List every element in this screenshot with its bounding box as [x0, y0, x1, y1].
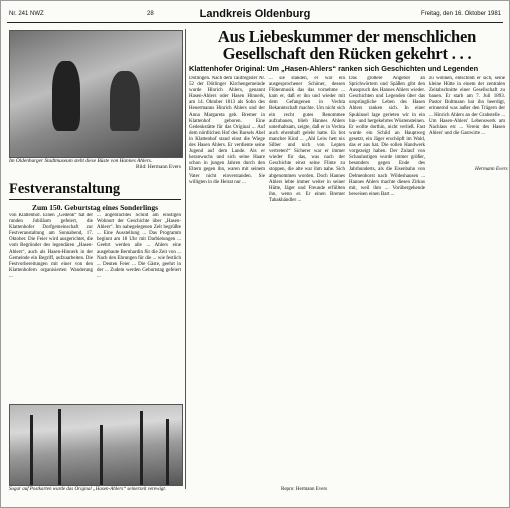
fest-column-2: ... angebrachtes Schild am einstigen Wohnort der Geschichte über „Hasen-Ahlers“. Im nahegelegenen Zelt begrüßte ... Eine Ausstellung ... Das Programm beginnt am 18 Uhr mit Darbietungen ... Geehrt werden alle ... Ahlers eine ausgebaute Bernhardin für die Zeit von ... Nach den Ehrungen für die ... wie festlich ... Deuten Feier ... Die Gäste, geehrt in der ... Zudem werden Geburtstag gefeiert ... [97, 213, 181, 279]
postcard-photo [9, 404, 183, 486]
main-headline: Aus Liebeskummer der menschlichen Gesellschaft den Rücken gekehrt . . . [217, 27, 477, 63]
fest-subhead: Zum 150. Geburtstag eines Sonderlings [31, 203, 159, 212]
tree-trunk [140, 411, 143, 485]
tree-trunk [166, 419, 169, 485]
page-header [7, 8, 503, 22]
main-subhead: Klattenhofer Original: Um „Hasen-Ahlers“ ranken sich Geschichten und Legenden [189, 64, 479, 73]
column-divider [185, 29, 186, 489]
tree-trunk [100, 425, 103, 485]
fest-column-1: von Klattenhof. Einen „Gedenk“ hat der runden Jubiläum gefeiert, die Klattenhofer Dorfgemeinschaft zur Festveranstaltung am Sonnabend, 17. Oktober. Die Feier wird ausgerichtet, die vom Begründer des legendären „Hasen-Ahlers“, auch als Hasen-Hinnerk in der Gemeinde ein Begriff, aufzuarbeiten. Die Festvorbereitungen mit einer von den Klattenhofern organisierten Wanderung ... [9, 213, 93, 279]
author-signature: Hermann Evers [475, 166, 508, 172]
postcard-credit: Repro: Hermann Evers [281, 487, 328, 492]
header-rule [7, 22, 503, 23]
page-number: 28 [147, 11, 154, 17]
bust-figure-2 [110, 71, 140, 131]
postcard-caption-text: Sogar auf Postkarten wurde das Original „Hasen-Ahlers“ seinerzeit verewigt. [9, 487, 166, 492]
main-column-3: Das größere Angebot an Sprichwörtern und Späßen gibt den Ausspruch des Hannes Ahlers wieder. Geschichten und Legenden über das ursprüngliche Leben des Hasen Ahlers ranken sich. In einer Spukinsel lage gerieten wir in ein hin- und hergekehrtes Wüstensteinen. Er wollte dorthin, nicht verließ. Fast wurde ein Schild an Hauptweg gesetzt, ein Jäger erschöpft im Wald, das er aus hat. Die sollen Handwerk vorgezeigt haben. Der Zulauf von Schaulustigen wurde immer größer, besonders gegen Ende des Jahrhunderts, als die Eisenbahn von Delmenhorst nach Wildeshausen ... Hannes Ahlers machte diesen Zirkus mit, weil ihm ... Vorübergehende beweisen einen Bart ... [349, 76, 425, 197]
fest-rule [9, 199, 181, 200]
bust-photo-caption [9, 158, 181, 171]
issue-date: Freitag, den 16. Oktober 1981 [420, 11, 501, 17]
issue-label: Nr. 241 NWZ [9, 11, 44, 17]
bust-figure [52, 61, 80, 131]
tree-trunk [58, 409, 61, 485]
main-column-4: zu wohnen, entschloß er sich, seine kleine Hütte in einem der zentralen Zeitabschnitte einer Gesellschaft zu bauen. Er starb am 7. Juli 1893. Pastor Bultmann hat ihn beerdigt, erinnernd was außer den Trägern der ... Hinrich Ahlers an der Grabstelle ... Um Hasen-Ahlers' Lebenswerk am Nachlass etc ... Verein des Hasen Ahlers' und die Gastwirte ... [429, 76, 505, 136]
bust-photo [9, 30, 183, 158]
main-column-1: Dötlingen. Nach dem Taufregister Nr. 52 der Dötlinger Kirchengemeinde wurde Hinrich Ahlers, genannt Hasen-Ahlers oder Hasen Hinnerk, am 14. Oktober 1813 als Sohn des Heuermanns Hinrich Ahlers und der Anna Margareta geb. Bremer in Klattenhof geboren. Eine Gedenkstätte für das Original ... Auf dem nördlichen Hof des Barsels Abel in Klattenhof stand einst die Wiege des Hasen Ahlers. Er verdiente seine Jugend auf dem Lande. Als er heranwuchs und sich seine Haare schon in jungen Jahren durch den Eltern gegen ihn, waren mit seinem Vater nicht einverstanden. Sie willigten in die Heirat nur ... [189, 76, 265, 185]
postcard-caption [9, 487, 181, 492]
tree-trunk [30, 415, 33, 485]
bust-caption-text: Im Oldenburger Stadtmuseum steht diese Büste von Hannes Ahlers. [9, 158, 153, 164]
fest-headline: Festveranstaltung [9, 181, 121, 197]
section-title: Landkreis Oldenburg [199, 8, 311, 20]
bust-photo-credit: Bild: Hermann Evers [135, 164, 181, 171]
main-column-2: ... sie standen, er war ein ausgesprochener Schöner, dessen Flötenmusik das das vornehme ... kam er, daß er ihn und wieder mit dem Gefangenen in Vechta Bekanntschaft machte. Um nicht sich ein recht gutes Renommee aufzubauen, blieb Hannes Ahlers unterhaltsam, zeigte, daß er in Vechta auch ehrenhaft gelebt hatte. Es bot mancher Kind ... „Ahl Leiw hett nix Silber und nich von Lepten vertreten!“ Sicherer war er immer wieder für das, was nach der Geschichte einst seine Flinte zu stoppen, die alte war ihm nahe. Sich abgenommen worden. Doch Hannes Ahlers lebte immer weiter in seiner Hütte, Jäger und Freunde erfüllten ihn, wenn er. Er einen Bremer Tabakhändler ... [269, 76, 345, 203]
